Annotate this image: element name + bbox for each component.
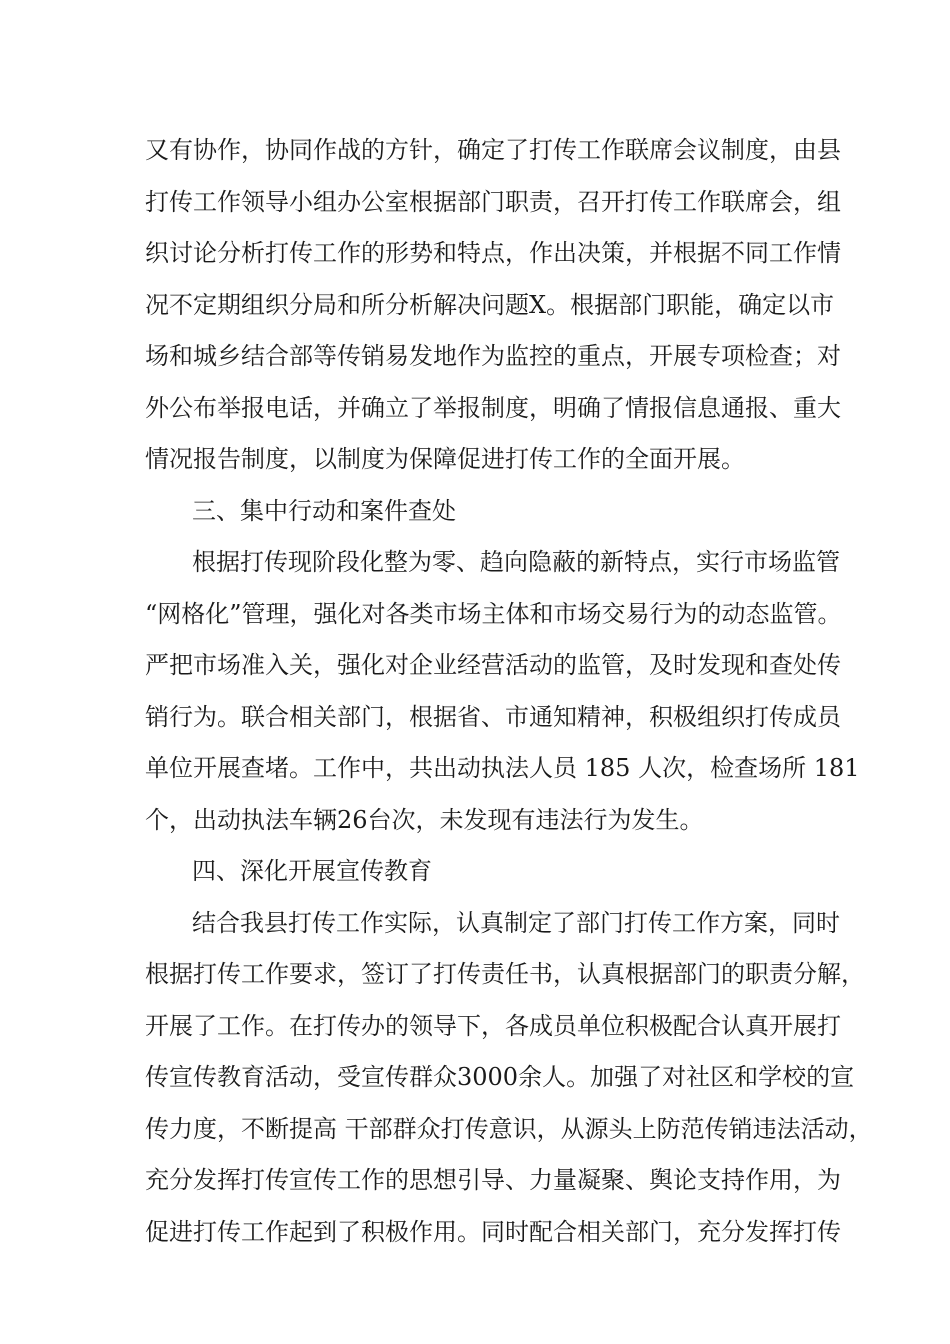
text-line: 根据打传工作要求，签订了打传责任书，认真根据部门的职责分解，	[145, 960, 865, 988]
text-line: 打传工作领导小组办公室根据部门职责，召开打传工作联席会，组	[145, 187, 841, 216]
text-line: 场和城乡结合部等传销易发地作为监控的重点，开展专项检查；对	[145, 342, 841, 370]
text-line: 单位开展查堵。工作中，共出动执法人员 185 人次，检查场所 181	[145, 754, 860, 782]
text-line: 织讨论分析打传工作的形势和特点，作出决策，并根据不同工作情	[145, 239, 841, 267]
section-heading: 四、深化开展宣传教育	[192, 857, 432, 885]
text-line: 个，出动执法车辆26台次，未发现有违法行为发生。	[145, 805, 704, 834]
text-line: 又有协作，协同作战的方针，确定了打传工作联席会议制度，由县	[145, 136, 841, 164]
text-line: 根据打传现阶段化整为零、趋向隐蔽的新特点，实行市场监管	[192, 548, 840, 576]
section-heading: 三、集中行动和案件查处	[192, 496, 456, 525]
text-line: 充分发挥打传宣传工作的思想引导、力量凝聚、舆论支持作用，为	[145, 1166, 841, 1194]
text-line: 况不定期组织分局和所分析解决问题X。根据部门职能，确定以市	[145, 290, 835, 319]
text-line: 传力度，不断提高 干部群众打传意识，从源头上防范传销违法活动，	[145, 1114, 873, 1143]
text-line: 销行为。联合相关部门，根据省、市通知精神，积极组织打传成员	[145, 702, 841, 731]
text-line: 严把市场准入关，强化对企业经营活动的监管，及时发现和查处传	[145, 651, 841, 679]
text-line: 情况报告制度，以制度为保障促进打传工作的全面开展。	[145, 445, 745, 473]
text-line: “网格化”管理，强化对各类市场主体和市场交易行为的动态监管。	[145, 599, 842, 628]
text-line: 开展了工作。在打传办的领导下，各成员单位积极配合认真开展打	[145, 1011, 841, 1040]
text-line: 结合我县打传工作实际，认真制定了部门打传工作方案，同时	[192, 908, 840, 937]
text-line: 外公布举报电话，并确立了举报制度，明确了情报信息通报、重大	[145, 393, 841, 422]
text-line: 促进打传工作起到了积极作用。同时配合相关部门，充分发挥打传	[145, 1217, 841, 1246]
document-body	[145, 125, 873, 1258]
text-line: 传宣传教育活动，受宣传群众3000余人。加强了对社区和学校的宣	[145, 1063, 855, 1091]
